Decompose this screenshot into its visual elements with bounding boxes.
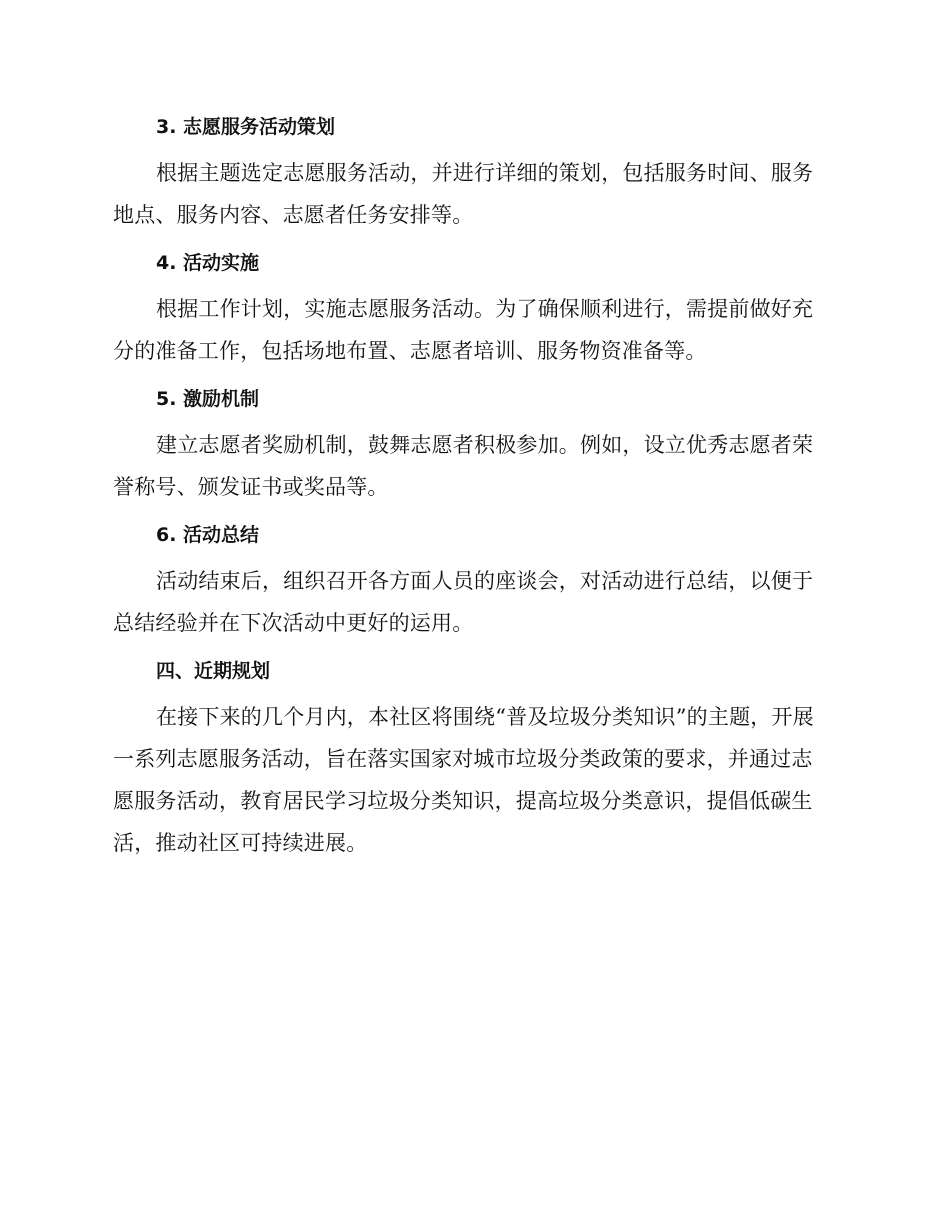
section-body-near-term-plan: 在接下来的几个月内，本社区将围绕“普及垃圾分类知识”的主题，开展一系列志愿服务活动，旨在落实国家对城市垃圾分类政策的要求，并通过志愿服务活动，教育居民学习垃圾分类知识，提高垃圾分类意识，提倡低碳生活，推动社区可持续进展。 [113,705,814,855]
section-body-activity-implementation: 根据工作计划，实施志愿服务活动。为了确保顺利进行，需提前做好充分的准备工作，包括场地布置、志愿者培训、服务物资准备等。 [113,297,814,363]
section-heading-near-term-plan: 四、近期规划 [156,660,271,682]
section-heading-activity-implementation: 4. 活动实施 [156,252,260,274]
document-content [113,112,833,864]
section-heading-incentive-mechanism: 5. 激励机制 [156,388,260,410]
section-heading-activity-summary: 6. 活动总结 [156,524,260,546]
section-body-activity-summary: 活动结束后，组织召开各方面人员的座谈会，对活动进行总结，以便于总结经验并在下次活动中更好的运用。 [113,569,814,635]
section-body-activity-planning: 根据主题选定志愿服务活动，并进行详细的策划，包括服务时间、服务地点、服务内容、志愿者任务安排等。 [113,161,814,227]
section-body-incentive-mechanism: 建立志愿者奖励机制，鼓舞志愿者积极参加。例如，设立优秀志愿者荣誉称号、颁发证书或奖品等。 [113,433,814,499]
section-heading-activity-planning: 3. 志愿服务活动策划 [156,116,336,138]
